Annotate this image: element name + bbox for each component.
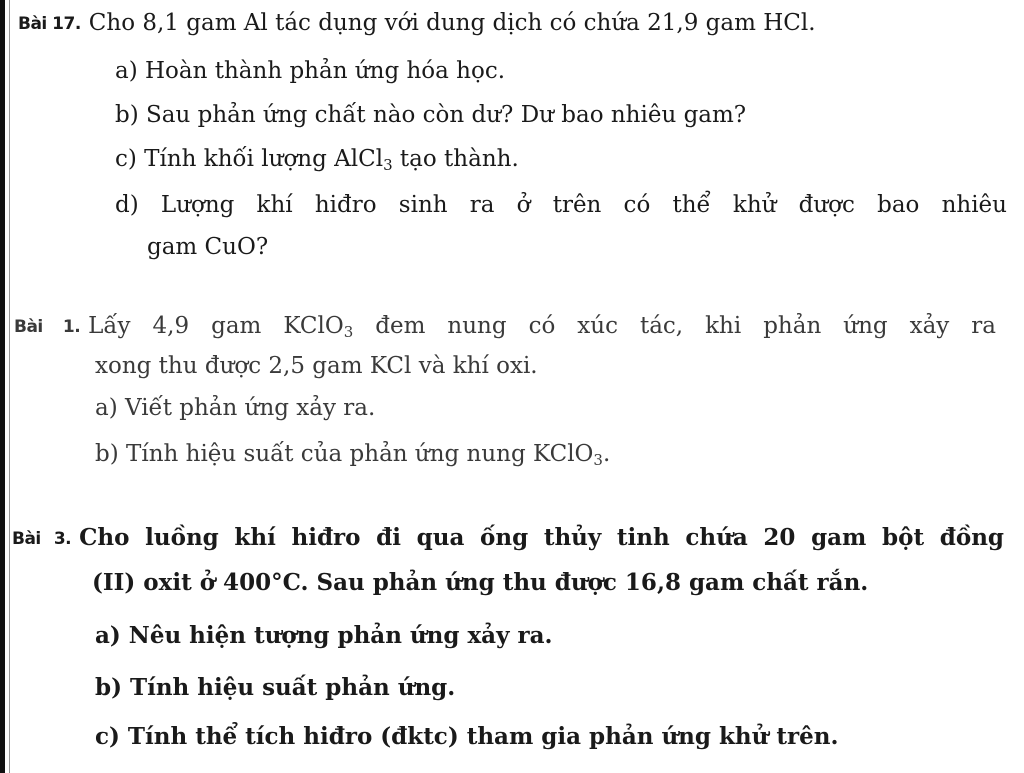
problem-17-part-c: c) Tính khối lượng AlCl$_3$ tạo thành. — [115, 146, 519, 174]
problem-3-part-b: b) Tính hiệu suất phản ứng. — [95, 674, 456, 701]
problem-17-label: Bài 17. — [18, 14, 81, 34]
page-left-edge — [0, 0, 5, 773]
problem-3-intro: Bài 3. Cho luồng khí hiđro đi qua ống thủy tinh chứa 20 gam bột đồng — [12, 524, 1004, 551]
problem-1-intro: Bài 1. Lấy 4,9 gam KClO$_3$ đem nung có xúc tác, khi phản ứng xảy ra — [14, 313, 996, 341]
problem-17-part-b: b) Sau phản ứng chất nào còn dư? Dư bao nhiêu gam? — [115, 102, 747, 128]
problem-3-intro-cont: (II) oxit ở 400°C. Sau phản ứng thu được 16,8 gam chất rắn. — [92, 569, 869, 596]
problem-3-part-a: a) Nêu hiện tượng phản ứng xảy ra. — [95, 622, 553, 649]
problem-1-part-a: a) Viết phản ứng xảy ra. — [95, 395, 376, 421]
page-left-edge-line — [9, 0, 10, 773]
problem-17-part-d: d) Lượng khí hiđro sinh ra ở trên có thể khử được bao nhiêu — [115, 192, 1007, 218]
problem-17-part-d-cont: gam CuO? — [147, 234, 269, 260]
problem-1-part-b: b) Tính hiệu suất của phản ứng nung KClO$_3$. — [95, 441, 611, 469]
problem-1-intro-cont: xong thu được 2,5 gam KCl và khí oxi. — [95, 353, 538, 379]
problem-17-intro: Bài 17. Cho 8,1 gam Al tác dụng với dung dịch có chứa 21,9 gam HCl. — [18, 10, 816, 36]
problem-17-part-a: a) Hoàn thành phản ứng hóa học. — [115, 58, 506, 84]
problem-3-label: Bài 3. — [12, 529, 72, 549]
problem-1-label: Bài 1. — [14, 317, 81, 337]
problem-3-part-c: c) Tính thể tích hiđro (đktc) tham gia phản ứng khử trên. — [95, 723, 839, 750]
